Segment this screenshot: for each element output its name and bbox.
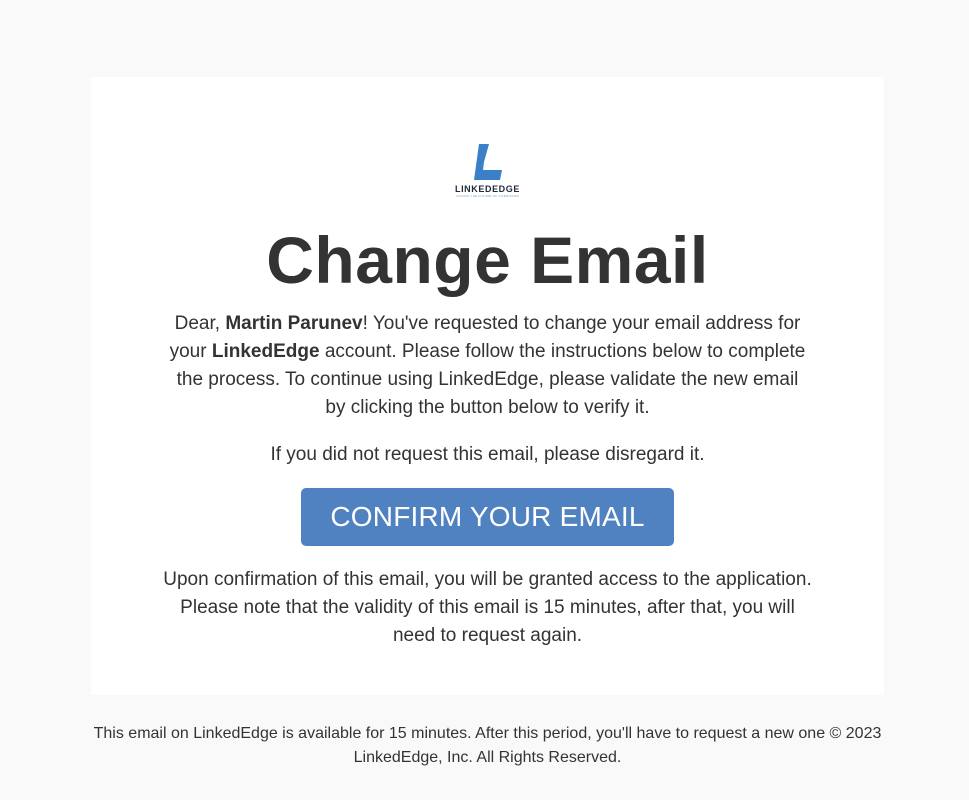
brand-tagline: UNLOCK THE FUTURE OF INTERVIEWS bbox=[456, 194, 519, 198]
email-card bbox=[91, 77, 884, 695]
confirm-email-button[interactable]: CONFIRM YOUR EMAIL bbox=[301, 488, 674, 546]
disregard-notice: If you did not request this email, please disregard it. bbox=[270, 444, 705, 465]
brand-logo bbox=[91, 143, 884, 198]
validity-notice: Upon confirmation of this email, you will be granted access to the application. Please note that the validity of this email is 15 minutes, after that, you will need to request again. bbox=[163, 569, 812, 646]
linkededge-logo-icon bbox=[473, 143, 503, 181]
footer-text: This email on LinkedEdge is available for 15 minutes. After this period, you'll have to request a new one © 2023 LinkedEdge, Inc. All Rights Reserved. bbox=[93, 725, 882, 766]
recipient-name: Martin Parunev bbox=[225, 313, 363, 334]
page-title: Change Email bbox=[266, 223, 709, 297]
greeting-suffix: ! You've requested to change your email address for your bbox=[169, 313, 801, 362]
greeting-prefix: Dear, bbox=[174, 313, 226, 334]
intro-body: account. Please follow the instructions below to complete the process. To continue using LinkedEdge, please validate the new email by clicking the button below to verify it. bbox=[176, 341, 806, 418]
product-name: LinkedEdge bbox=[211, 341, 320, 362]
intro-paragraph bbox=[167, 310, 808, 422]
brand-name: LINKEDEDGE bbox=[454, 184, 520, 194]
